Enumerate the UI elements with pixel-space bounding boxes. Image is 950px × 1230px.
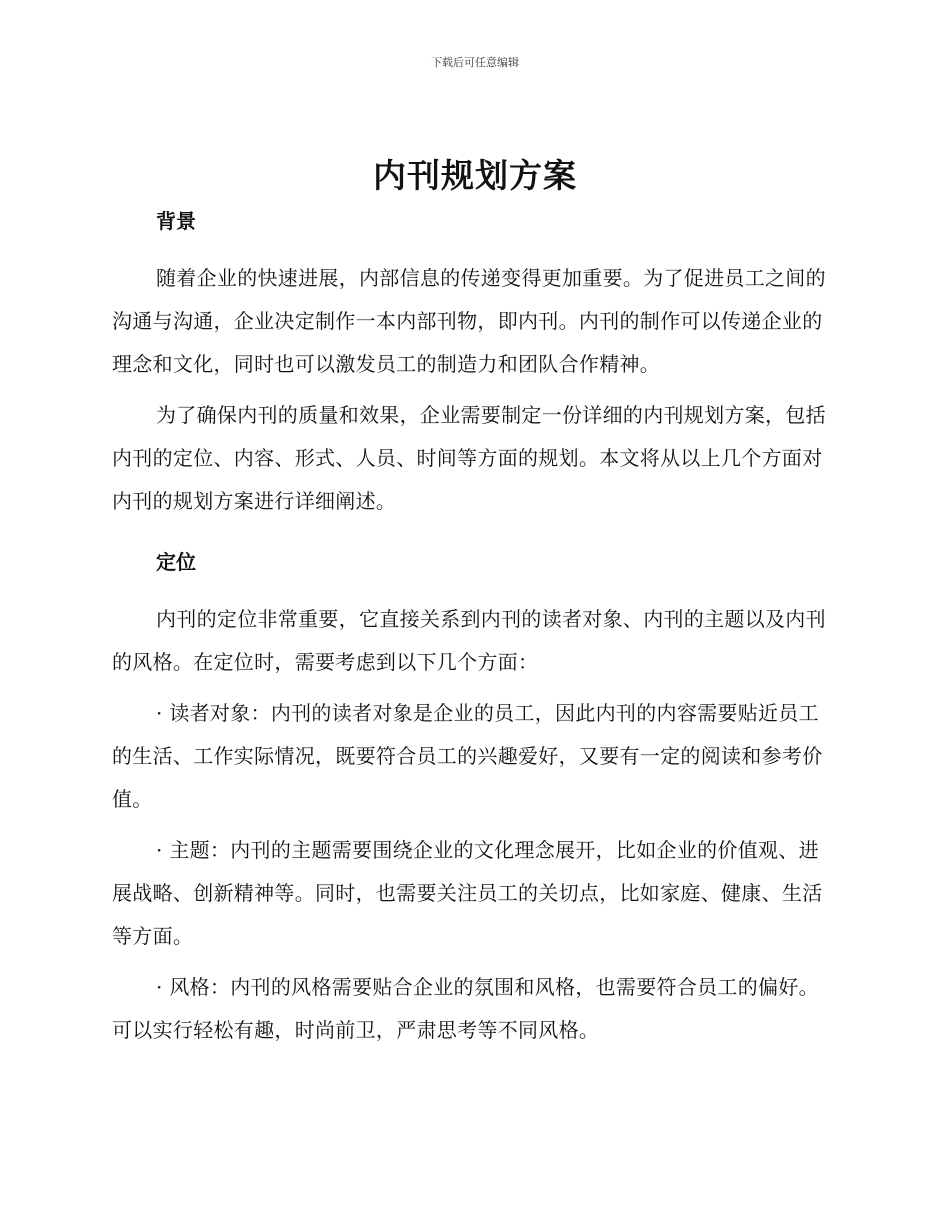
bullet-paragraph-readers: · 读者对象：内刊的读者对象是企业的员工，因此内刊的内容需要贴近员工的生活、工作实际情况，既要符合员工的兴趣爱好，又要有一定的阅读和参考价值。	[112, 701, 823, 811]
paragraph: 随着企业的快速进展，内部信息的传递变得更加重要。为了促进员工之间的沟通与沟通，企业决定制作一本内部刊物，即内刊。内刊的制作可以传递企业的理念和文化，同时也可以激发员工的制造力和团队合作精神。	[112, 266, 826, 376]
bullet-paragraph-style: · 风格：内刊的风格需要贴合企业的氛围和风格，也需要符合员工的偏好。可以实行轻松有趣，时尚前卫，严肃思考等不同风格。	[112, 975, 819, 1042]
paragraph: 内刊的定位非常重要，它直接关系到内刊的读者对象、内刊的主题以及内刊的风格。在定位时，需要考虑到以下几个方面：	[112, 607, 826, 674]
bullet-paragraph-theme: · 主题：内刊的主题需要围绕企业的文化理念展开，比如企业的价值观、进展战略、创新精神等。同时，也需要关注员工的关切点，比如家庭、健康、生活等方面。	[112, 838, 823, 948]
document-title: 内刊规划方案	[373, 156, 577, 195]
section-heading-background: 背景	[156, 209, 196, 233]
header-note: 下载后可任意编辑	[431, 56, 519, 69]
section-heading-positioning: 定位	[156, 550, 196, 574]
document-body	[112, 206, 832, 1052]
paragraph: 为了确保内刊的质量和效果，企业需要制定一份详细的内刊规划方案，包括内刊的定位、内容、形式、人员、时间等方面的规划。本文将从以上几个方面对内刊的规划方案进行详细阐述。	[112, 403, 826, 513]
